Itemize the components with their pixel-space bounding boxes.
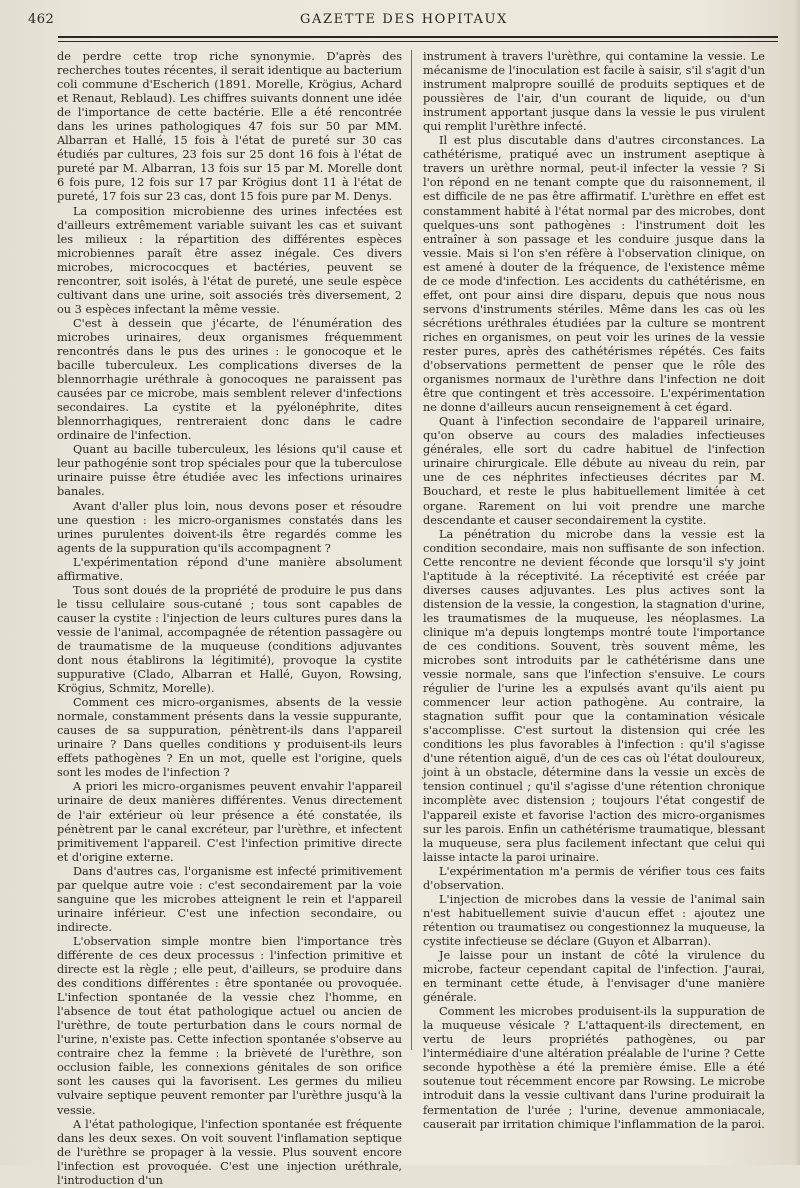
paragraph: L'injection de microbes dans la vessie de l'animal sain n'est habituellement suivie d'aucun effet : ajoutez une rétention ou traumatisez ou congestionnez la muqueuse, la cystite infectieuse se déclare (Guyon et Albarran).	[423, 892, 765, 948]
page-number: 462	[28, 12, 55, 27]
page-header	[28, 10, 780, 36]
paragraph: instrument à travers l'urèthre, qui contamine la vessie. Le mécanisme de l'inoculation est facile à saisir, s'il s'agit d'un instrument malpropre souillé de produits septiques et de poussières de l'air, d'un courant de liquide, ou d'un instrument apportant jusque dans la vessie le pus virulent qui remplit l'urèthre infecté.	[423, 50, 765, 134]
paragraph: Dans d'autres cas, l'organisme est infecté primitivement par quelque autre voie : c'est secondairement par la voie sanguine que les microbes atteignent le rein et l'appareil urinaire inférieur. C'est une infection secondaire, ou indirecte.	[57, 864, 402, 934]
paragraph: L'expérimentation répond d'une manière absolument affirmative.	[57, 555, 402, 583]
page-edge-shadow	[794, 0, 800, 1165]
paragraph: Comment les microbes produisent-ils la suppuration de la muqueuse vésicale ? L'attaquent-ils directement, en vertu de leurs propriétés pathogènes, ou par l'intermédiaire d'une altération préalable de l'urine ? Cette seconde hypothèse a été la première émise. Elle a été soutenue tout récemment encore par Rowsing. Le microbe introduit dans la vessie cultivant dans l'urine produirait la fermentation de l'urée ; l'urine, devenue ammoniacale, causerait par irritation chimique l'inflammation de la paroi.	[423, 1005, 765, 1131]
header-rule-thick	[58, 36, 778, 38]
paragraph: Avant d'aller plus loin, nous devons poser et résoudre une question : les micro-organismes constatés dans les urines purulentes doivent-ils être regardés comme les agents de la suppuration qu'ils accompagnent ?	[57, 499, 402, 555]
paragraph: Comment ces micro-organismes, absents de la vessie normale, constamment présents dans la vessie suppurante, causes de sa suppuration, pénètrent-ils dans l'appareil urinaire ? Dans quelles conditions y produisent-ils leurs effets pathogènes ? En un mot, quelle est l'origine, quels sont les modes de l'infection ?	[57, 696, 402, 780]
paragraph: Tous sont doués de la propriété de produire le pus dans le tissu cellulaire sous-cutané ; tous sont capables de causer la cystite : l'injection de leurs cultures pures dans la vessie de l'animal, accompagnée de rétention passagère ou de traumatisme de la muqueuse (conditions adjuvantes dont nous établirons la légitimité), provoque la cystite suppurative (Clado, Albarran et Hallé, Guyon, Rowsing, Krögius, Schmitz, Morelle).	[57, 583, 402, 696]
paragraph: Je laisse pour un instant de côté la virulence du microbe, facteur cependant capital de l'infection. J'aurai, en terminant cette étude, à l'envisager d'une manière générale.	[423, 949, 765, 1005]
paragraph: L'observation simple montre bien l'importance très différente de ces deux processus : l'infection primitive et directe est la règle ; elle peut, d'ailleurs, se produire dans des conditions différentes : être spontanée ou provoquée. L'infection spontanée de la vessie chez l'homme, en l'absence de tout état pathologique actuel ou ancien de l'urèthre, de toute perturbation dans le cours normal de l'urine, n'existe pas. Cette infection spontanée s'observe au contraire chez la femme : la brièveté de l'urèthre, son occlusion faible, les connexions génitales de son orifice sont les causes qui la favorisent. Les germes du milieu vulvaire septique peuvent remonter par l'urèthre jusqu'à la vessie.	[57, 934, 402, 1117]
right-column	[423, 50, 765, 1132]
paragraph: A priori les micro-organismes peuvent envahir l'appareil urinaire de deux manières différentes. Venus directement de l'air extérieur où leur présence a été constatée, ils pénètrent par le canal excréteur, par l'urèthre, et infectent primitivement l'appareil. C'est l'infection primitive directe et d'origine externe.	[57, 780, 402, 864]
left-column	[57, 50, 402, 1188]
paragraph: La pénétration du microbe dans la vessie est la condition secondaire, mais non suffisante de son infection. Cette rencontre ne devient féconde que lorsqu'il s'y joint l'aptitude à la réceptivité. La réceptivité est créée par diverses causes adjuvantes. Les plus actives sont la distension de la vessie, la congestion, la stagnation d'urine, les traumatismes de la muqueuse, les néoplasmes. La clinique m'a depuis longtemps montré toute l'importance de ces conditions. Souvent, très souvent même, les microbes sont introduits par le cathétérisme dans une vessie normale, sans que l'infection s'ensuive. Le cours régulier de l'urine les a expulsés avant qu'ils aient pu commencer leur action pathogène. Au contraire, la stagnation suffit pour que la contamination vésicale s'accomplisse. C'est surtout la distension qui crée les conditions les plus favorables à l'infection : qu'il s'agisse d'une rétention aiguë, d'un de ces cas où l'état douloureux, joint à un obstacle, détermine dans la vessie un excès de tension continuel ; qu'il s'agisse d'une rétention chronique incomplète avec distension ; toujours l'état congestif de l'appareil existe et favorise l'action des micro-organismes sur les parois. Enfin un cathétérisme traumatique, blessant la muqueuse, sera plus facilement infectant que celui qui laisse intacte la paroi urinaire.	[423, 527, 765, 864]
paragraph: Il est plus discutable dans d'autres circonstances. La cathétérisme, pratiqué avec un instrument aseptique à travers un urèthre normal, peut-il infecter la vessie ? Si l'on répond en ne tenant compte que du raisonnement, il est difficile de ne pas être affirmatif. L'urèthre en effet est constamment habité à l'état normal par des microbes, dont quelques-uns sont pathogènes : l'instrument doit les entraîner à son passage et les conduire jusque dans la vessie. Mais si l'on s'en réfère à l'observation clinique, on est amené à douter de la fréquence, de l'existence même de ce mode d'infection. Les accidents du cathétérisme, en effet, ont pour ainsi dire disparu, depuis que nous nous servons d'instruments stériles. Même dans les cas où les sécrétions uréthrales étudiées par la culture se montrent riches en organismes, on peut voir les urines de la vessie rester pures, après des cathétérismes répétés. Ces faits d'observations permettent de penser que le rôle des organismes normaux de l'urèthre dans l'infection ne doit être que contingent et très accessoire. L'expérimentation ne donne d'ailleurs aucun renseignement à cet égard.	[423, 134, 765, 415]
paragraph: L'expérimentation m'a permis de vérifier tous ces faits d'observation.	[423, 864, 765, 892]
header-rule-thin	[58, 41, 778, 42]
paragraph: Quant au bacille tuberculeux, les lésions qu'il cause et leur pathogénie sont trop spéciales pour que la tuberculose urinaire puisse être étudiée avec les infections urinaires banales.	[57, 443, 402, 499]
column-divider	[411, 50, 412, 1050]
paragraph: La composition microbienne des urines infectées est d'ailleurs extrêmement variable suivant les cas et suivant les milieux : la répartition des différentes espèces microbiennes paraît être assez inégale. Ces divers microbes, micrococques et bactéries, peuvent se rencontrer, soit isolés, à l'état de pureté, une seule espèce cultivant dans une urine, soit associés très diversement, 2 ou 3 espèces infectant la même vessie.	[57, 204, 402, 316]
paragraph: Quant à l'infection secondaire de l'appareil urinaire, qu'on observe au cours des maladies infectieuses générales, elle sort du cadre habituel de l'infection urinaire chirurgicale. Elle débute au niveau du rein, par une de ces néphrites infectieuses décrites par M. Bouchard, et reste le plus habituellement limitée à cet organe. Rarement on lui voit prendre une marche descendante et causer secondairement la cystite.	[423, 415, 765, 527]
paragraph: C'est à dessein que j'écarte, de l'énumération des microbes urinaires, deux organismes fréquemment rencontrés dans le pus des urines : le gonocoque et le bacille tuberculeux. Les complications diverses de la blennorrhagie uréthrale à gonocoques ne paraissent pas causées par ce microbe, mais semblent relever d'infections secondaires. La cystite et la pyélonéphrite, dites blennorrhagiques, rentreraient donc dans le cadre ordinaire de l'infection.	[57, 316, 402, 443]
paragraph: de perdre cette trop riche synonymie. D'après des recherches toutes récentes, il serait identique au bacterium coli commune d'Escherich (1891. Morelle, Krögius, Achard et Renaut, Reblaud). Les chiffres suivants donnent une idée de l'importance de cette bactérie. Elle a été rencontrée dans les urines pathologiques 47 fois sur 50 par MM. Albarran et Hallé, 15 fois à l'état de pureté sur 30 cas étudiés par cultures, 23 fois sur 25 dont 16 fois à l'état de pureté par M. Albarran, 13 fois sur 15 par M. Morelle dont 6 fois pure, 12 fois sur 17 par Krögius dont 11 à l'état de pureté, 17 fois sur 23 cas, dont 15 fois pure par M. Denys.	[57, 50, 402, 204]
journal-title: GAZETTE DES HOPITAUX	[300, 12, 508, 27]
paragraph: A l'état pathologique, l'infection spontanée est fréquente dans les deux sexes. On voit souvent l'inflamation septique de l'urèthre se propager à la vessie. Plus souvent encore l'infection est provoquée. C'est une injection uréthrale, l'introduction d'un	[57, 1117, 402, 1187]
